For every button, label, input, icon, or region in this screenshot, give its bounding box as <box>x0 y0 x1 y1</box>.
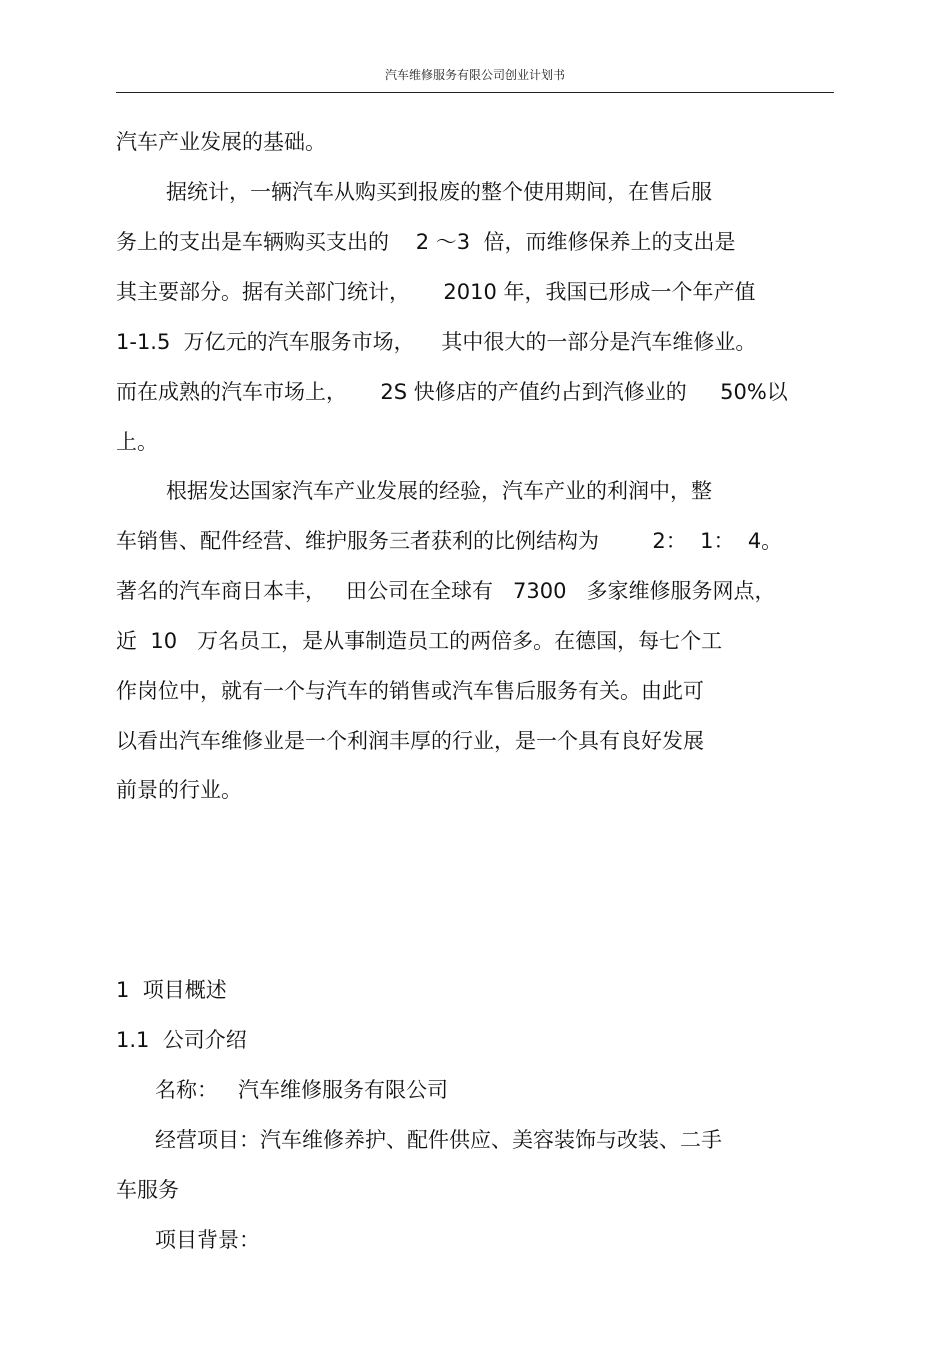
paragraph-line: 以看出汽车维修业是一个利润丰厚的行业，是一个具有良好发展 <box>116 729 704 753</box>
header-title: 汽车维修服务有限公司创业计划书 <box>384 68 565 82</box>
paragraph-line: 1-1.5 万亿元的汽车服务市场， 其中很大的一部分是汽车维修业。 <box>116 330 757 354</box>
paragraph-line: 而在成熟的汽车市场上， 2S 快修店的产值约占到汽修业的 50%以 <box>116 380 788 404</box>
project-background-label: 项目背景： <box>155 1228 260 1252</box>
paragraph-line: 近 10 万名员工，是从事制造员工的两倍多。在德国，每七个工 <box>116 629 723 653</box>
paragraph-line: 作岗位中，就有一个与汽车的销售或汽车售后服务有关。由此可 <box>116 679 704 703</box>
paragraph-line: 车销售、配件经营、维护服务三者获利的比例结构为 2： 1： 4。 <box>116 529 783 553</box>
company-name-line: 名称： 汽车维修服务有限公司 <box>155 1078 449 1102</box>
paragraph-line: 其主要部分。据有关部门统计， 2010 年，我国已形成一个年产值 <box>116 280 756 304</box>
header-divider <box>116 92 834 93</box>
business-scope-continuation: 车服务 <box>116 1178 179 1202</box>
paragraph-line: 根据发达国家汽车产业发展的经验，汽车产业的利润中，整 <box>166 479 712 503</box>
paragraph-line: 上。 <box>116 430 158 454</box>
paragraph-line: 务上的支出是车辆购买支出的 2 ～3 倍，而维修保养上的支出是 <box>116 230 736 254</box>
subsection-heading: 1.1 公司介绍 <box>116 1028 247 1052</box>
section-heading: 1 项目概述 <box>116 978 227 1002</box>
paragraph-line: 汽车产业发展的基础。 <box>116 130 326 154</box>
paragraph-line: 著名的汽车商日本丰， 田公司在全球有 7300 多家维修服务网点， <box>116 579 776 603</box>
paragraph-line: 前景的行业。 <box>116 778 242 802</box>
business-scope-line: 经营项目：汽车维修养护、配件供应、美容装饰与改装、二手 <box>155 1128 722 1152</box>
paragraph-line: 据统计，一辆汽车从购买到报废的整个使用期间，在售后服 <box>166 180 712 204</box>
